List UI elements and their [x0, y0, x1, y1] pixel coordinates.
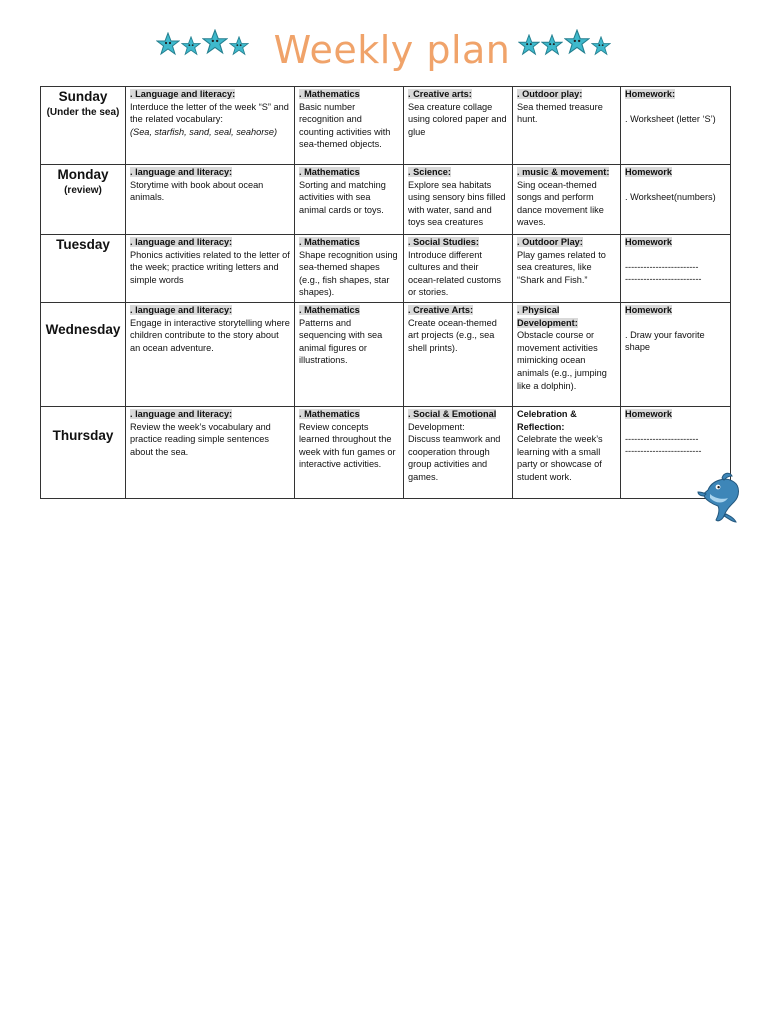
cell-heading: . language and literacy:	[130, 305, 233, 315]
cell-heading: . music & movement:	[517, 167, 610, 177]
cell-text: Sorting and matching activities with sea animal cards or toys.	[299, 179, 386, 215]
cell-text: Engage in interactive storytelling where children contribute to the story about an ocean adventure.	[130, 317, 290, 353]
cell-heading: . Outdoor play:	[517, 89, 583, 99]
activity-cell	[295, 407, 404, 499]
cell-heading: . language and literacy:	[130, 167, 233, 177]
cell-heading: Homework:	[625, 89, 676, 99]
homework-cell	[621, 235, 731, 303]
activity-cell	[126, 407, 295, 499]
cell-text: Sing ocean-themed songs and perform dance movement like waves.	[517, 179, 604, 228]
cell-text: . Worksheet(numbers)	[625, 191, 716, 202]
cell-heading: . Mathematics	[299, 237, 360, 247]
day-subtitle: (review)	[64, 185, 102, 196]
starfish-icon	[181, 36, 201, 56]
cell-text: Explore sea habitats using sensory bins filled with water, sand and toys sea creatures	[408, 179, 506, 228]
cell-heading: . Creative Arts:	[408, 305, 474, 315]
day-name: Tuesday	[56, 237, 110, 252]
activity-cell	[513, 235, 621, 303]
weekly-plan-table	[40, 86, 731, 499]
starfish-icon	[564, 29, 590, 55]
starfish-icon	[591, 36, 611, 56]
title-row	[0, 24, 768, 78]
activity-cell	[404, 165, 513, 235]
blank-line: ------------------------	[625, 433, 699, 444]
cell-heading: . Science:	[408, 167, 451, 177]
day-cell	[41, 87, 126, 165]
cell-heading: Homework	[625, 237, 672, 247]
homework-cell	[621, 303, 731, 407]
activity-cell	[295, 235, 404, 303]
activity-cell	[513, 165, 621, 235]
activity-cell	[513, 87, 621, 165]
activity-cell	[295, 165, 404, 235]
cell-text: Basic number recognition and counting activities with sea-themed objects.	[299, 101, 391, 150]
activity-cell	[404, 407, 513, 499]
cell-heading: . Mathematics	[299, 167, 360, 177]
activity-cell	[295, 87, 404, 165]
activity-cell	[404, 303, 513, 407]
activity-cell	[513, 303, 621, 407]
cell-text: Obstacle course or movement activities mimicking ocean animals (e.g., jumping like a dolphin).	[517, 330, 607, 391]
cell-heading: Celebration & Reflection:	[517, 409, 577, 432]
blank-line: ------------------------	[625, 261, 699, 272]
activity-cell	[126, 87, 295, 165]
cell-heading: . Social Studies:	[408, 237, 479, 247]
day-cell	[41, 407, 126, 499]
cell-text: Storytime with book about ocean animals.	[130, 179, 264, 203]
starfish-icon	[156, 32, 180, 56]
day-cell	[41, 235, 126, 303]
activity-cell	[404, 235, 513, 303]
page-title: Weekly plan	[273, 28, 511, 72]
homework-cell	[621, 87, 731, 165]
cell-text: Play games related to sea creatures, like “Shark and Fish.”	[517, 249, 606, 285]
cell-heading: Homework	[625, 409, 672, 419]
cell-heading-continued: Development:	[408, 421, 465, 432]
cell-text: Introduce different cultures and their ocean-related customs or stories.	[408, 249, 501, 298]
cell-heading: . Mathematics	[299, 89, 360, 99]
cell-text: Discuss teamwork and cooperation through group activities and games.	[408, 434, 501, 482]
day-name: Thursday	[52, 428, 114, 443]
starfish-icon	[541, 34, 563, 56]
activity-cell	[126, 303, 295, 407]
blank-line: -------------------------	[625, 274, 702, 285]
right-starfish-group	[518, 32, 612, 56]
blank-line: -------------------------	[625, 446, 702, 457]
cell-heading: . Outdoor Play:	[517, 237, 583, 247]
table-row	[41, 235, 731, 303]
starfish-icon	[229, 36, 249, 56]
cell-text: Patterns and sequencing with sea animal figures or illustrations.	[299, 317, 383, 366]
cell-text-vocab: (Sea, starfish, sand, seal, seahorse)	[130, 126, 278, 137]
cell-text: Create ocean-themed art projects (e.g., sea shell prints).	[408, 317, 497, 353]
table-row	[41, 87, 731, 165]
day-cell	[41, 303, 126, 407]
day-name: Monday	[57, 167, 109, 182]
activity-cell	[126, 165, 295, 235]
dolphin-icon	[694, 470, 750, 526]
starfish-icon	[518, 34, 540, 56]
activity-cell	[513, 407, 621, 499]
cell-heading: . Language and literacy:	[130, 89, 236, 99]
cell-text: Celebrate the week’s learning with a small party or showcase of student work.	[517, 434, 603, 482]
cell-text: Sea themed treasure hunt.	[517, 101, 603, 125]
homework-cell	[621, 165, 731, 235]
day-name: Wednesday	[45, 322, 121, 337]
cell-heading: . Mathematics	[299, 409, 360, 419]
cell-text: . Worksheet (letter ‘S’)	[625, 113, 716, 124]
cell-heading: . Creative arts:	[408, 89, 472, 99]
activity-cell	[404, 87, 513, 165]
cell-text: Interduce the letter of the week “S” and the related vocabulary:	[130, 101, 289, 125]
cell-heading: . language and literacy:	[130, 237, 233, 247]
cell-text: Phonics activities related to the letter of the week; practice writing letters and simple words	[130, 249, 290, 285]
cell-heading: . language and literacy:	[130, 409, 233, 419]
activity-cell	[295, 303, 404, 407]
cell-heading: Homework	[625, 167, 672, 177]
starfish-icon	[202, 29, 228, 55]
cell-heading: Homework	[625, 305, 672, 315]
cell-text: Sea creature collage using colored paper and glue	[408, 101, 507, 137]
table-row	[41, 407, 731, 499]
cell-heading: . Social & Emotional	[408, 409, 497, 419]
day-cell	[41, 165, 126, 235]
cell-heading: . Mathematics	[299, 305, 360, 315]
activity-cell	[126, 235, 295, 303]
table-row	[41, 303, 731, 407]
cell-text: Review concepts learned throughout the week with fun games or interactive activities.	[299, 421, 396, 470]
left-starfish-group	[156, 32, 250, 56]
table-row	[41, 165, 731, 235]
day-subtitle: (Under the sea)	[46, 107, 120, 118]
cell-text: Review the week’s vocabulary and practice reading simple sentences about the sea.	[130, 421, 271, 457]
day-name: Sunday	[58, 89, 108, 104]
cell-text: Shape recognition using sea-themed shapes (e.g., fish shapes, star shapes).	[299, 249, 398, 298]
cell-text: . Draw your favorite shape	[625, 329, 705, 353]
cell-heading: . Physical Development:	[517, 305, 578, 328]
